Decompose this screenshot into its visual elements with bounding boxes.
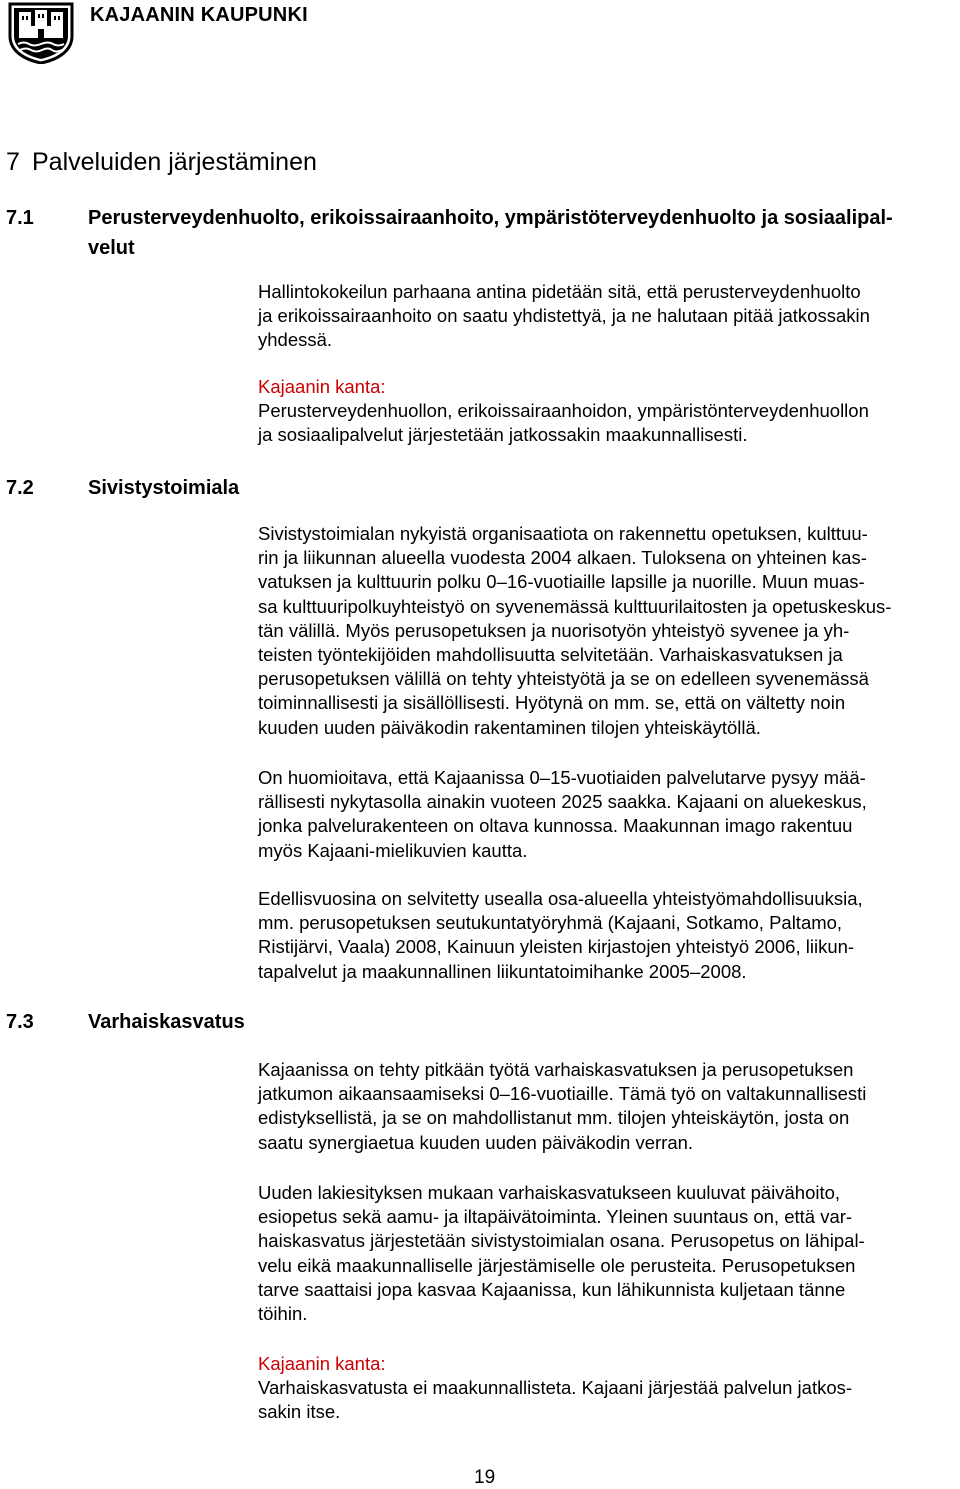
section-7-2-heading xyxy=(6,473,406,503)
kajaani-coat-of-arms-logo xyxy=(6,2,76,64)
section-7-3-paragraph-2 xyxy=(258,1181,958,1326)
text-line: kuuden uuden päiväkodin rakentaminen tilojen yhteiskäytöllä. xyxy=(258,716,761,738)
text-line: Ristijärvi, Vaala) 2008, Kainuun yleisten kirjastojen yhteistyö 2006, liikun- xyxy=(258,936,855,958)
text-line: sakin itse. xyxy=(258,1401,341,1423)
section-7-3-paragraph-1 xyxy=(258,1058,958,1155)
text-line: yhdessä. xyxy=(258,329,333,351)
text-line: ja sosiaalipalvelut järjestetään jatkossakin maakunnallisesti. xyxy=(258,424,748,446)
text-line: teisten työntekijöiden mahdollisuutta selvitetään. Varhaiskasvatuksen ja xyxy=(258,644,843,666)
text-line: Hallintokokeilun parhaana antina pidetään sitä, että perusterveydenhuolto xyxy=(258,281,861,302)
text-line: tapalvelut ja maakunnallinen liikuntatoimihanke 2005–2008. xyxy=(258,960,747,982)
text-line: töihin. xyxy=(258,1303,308,1325)
text-line: myös Kajaani-mielikuvien kautta. xyxy=(258,839,528,861)
organization-name: KAJAANIN KAUPUNKI xyxy=(90,4,308,26)
text-line: jatkumon aikaansaamiseksi 0–16-vuotiaille. Tämä työ on valtakunnallisesti xyxy=(258,1083,867,1105)
text-line: toiminnallisesti ja sisällöllisesti. Hyötynä on mm. se, että on vältetty noin xyxy=(258,692,846,714)
text-line: ja erikoissairaanhoito on saatu yhdistettyä, ja ne halutaan pitää jatkossakin xyxy=(258,305,870,327)
stance-label: Kajaanin kanta: xyxy=(258,1353,386,1374)
text-line: mm. perusopetuksen seutukuntatyöryhmä (Kajaani, Sotkamo, Paltamo, xyxy=(258,912,843,934)
section-7-1-heading xyxy=(6,203,956,263)
chapter-title: Palveluiden järjestäminen xyxy=(32,148,317,176)
section-7-1-stance xyxy=(258,375,958,448)
text-line: perusopetuksen välillä on tehty yhteistyötä ja se on edelleen syvenemässä xyxy=(258,668,869,690)
text-line: esiopetus sekä aamu- ja iltapäivätoiminta. Yleinen suuntaus on, että var- xyxy=(258,1206,853,1228)
text-line: Uuden lakiesityksen mukaan varhaiskasvatukseen kuuluvat päivähoito, xyxy=(258,1182,841,1203)
section-7-1-paragraph xyxy=(258,280,958,353)
section-7-1-title-line: velut xyxy=(88,237,135,259)
text-line: tän välillä. Myös perusopetuksen ja nuorisotyön yhteistyö syvenee ja yh- xyxy=(258,619,850,641)
text-line: rin ja liikunnan alueella vuodesta 2004 alkaen. Tuloksena on yhteinen kas- xyxy=(258,547,867,569)
stance-label: Kajaanin kanta: xyxy=(258,376,386,397)
text-line: velu eikä maakunnalliselle järjestämiselle ole perusteita. Perusopetuksen xyxy=(258,1254,856,1276)
chapter-heading xyxy=(6,148,317,177)
section-7-3-number: 7.3 xyxy=(6,1011,34,1033)
section-7-2-paragraph-1 xyxy=(258,522,958,740)
text-line: rällisesti nykytasolla ainakin vuoteen 2025 saakka. Kajaani on aluekeskus, xyxy=(258,791,867,813)
text-line: saatu synergiaetua kuuden uuden päiväkodin verran. xyxy=(258,1131,694,1153)
text-line: tarve saattaisi jopa kasvaa Kajaanissa, kun lähikunnista kuljetaan tänne xyxy=(258,1278,846,1300)
text-line: On huomioitava, että Kajaanissa 0–15-vuotiaiden palvelutarve pysyy mää- xyxy=(258,767,866,788)
text-line: Perusterveydenhuollon, erikoissairaanhoidon, ympäristönterveydenhuollon xyxy=(258,400,869,422)
text-line: Kajaanissa on tehty pitkään työtä varhaiskasvatuksen ja perusopetuksen xyxy=(258,1059,854,1080)
text-line: haiskasvatus järjestetään sivistystoimialan osana. Perusopetus on lähipal- xyxy=(258,1230,865,1252)
text-line: Sivistystoimialan nykyistä organisaatiota on rakennettu opetuksen, kulttuu- xyxy=(258,523,868,544)
coat-of-arms-icon xyxy=(6,2,76,64)
section-7-2-paragraph-2 xyxy=(258,766,958,863)
chapter-number: 7 xyxy=(6,148,20,176)
section-7-1-number: 7.1 xyxy=(6,207,34,229)
text-line: edistyksellistä, ja se on mahdollistanut mm. tilojen yhteiskäytön, josta on xyxy=(258,1107,850,1129)
section-7-3-heading xyxy=(6,1007,406,1037)
section-7-1-title-line: Perusterveydenhuolto, erikoissairaanhoito, ympäristöterveydenhuolto ja sosiaalipal- xyxy=(88,207,893,229)
text-line: Varhaiskasvatusta ei maakunnallisteta. Kajaani järjestää palvelun jatkos- xyxy=(258,1377,853,1399)
text-line: Edellisvuosina on selvitetty usealla osa-alueella yhteistyömahdollisuuksia, xyxy=(258,888,863,909)
section-7-3-stance xyxy=(258,1352,958,1425)
text-line: jonka palvelurakenteen on oltava kunnossa. Maakunnan imago rakentuu xyxy=(258,815,853,837)
text-line: sa kulttuuripolkuyhteistyö on syvenemässä kulttuurilaitosten ja opetuskeskus- xyxy=(258,595,892,617)
text-line: vatuksen ja kulttuurin polku 0–16-vuotiaille lapsille ja nuorille. Muun muas- xyxy=(258,571,865,593)
page-number: 19 xyxy=(474,1467,496,1488)
section-7-2-title: Sivistystoimiala xyxy=(88,477,240,499)
section-7-1-title xyxy=(88,203,893,263)
section-7-2-paragraph-3 xyxy=(258,887,958,984)
section-7-2-number: 7.2 xyxy=(6,477,34,499)
section-7-3-title: Varhaiskasvatus xyxy=(88,1011,245,1033)
